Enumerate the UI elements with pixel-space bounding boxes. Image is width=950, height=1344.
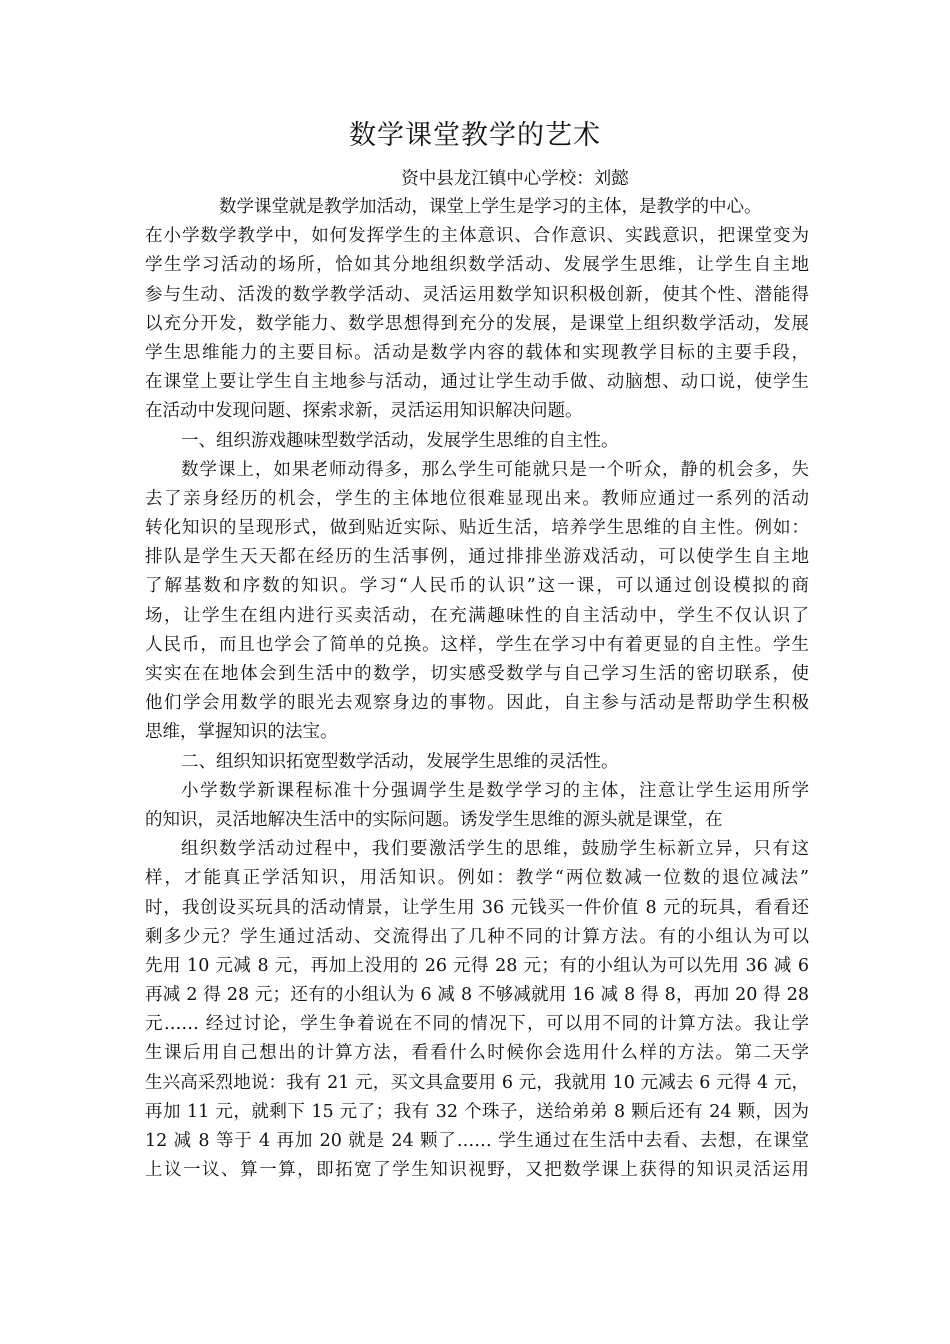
- text-line: 学生学习活动的场所，恰如其分地组织数学活动、发展学生思维，让学生自主地: [145, 255, 809, 276]
- text-line: 了解基数和序数的知识。学习“人民币的认识”这一课，可以通过创设模拟的商: [145, 576, 809, 597]
- text-line: 样，才能真正学活知识，用活知识。例如：教学“两位数减一位数的退位减法”: [145, 868, 809, 889]
- text-line: 以充分开发，数学能力、数学思想得到充分的发展，是课堂上组织数学活动，发展: [145, 313, 809, 334]
- text-line: 剩多少元？学生通过活动、交流得出了几种不同的计算方法。有的小组认为可以: [145, 926, 809, 947]
- text-line: 在课堂上要让学生自主地参与活动，通过让学生动手做、动脑想、动口说，使学生: [145, 372, 809, 393]
- text-line: 生兴高采烈地说：我有 21 元，买文具盒要用 6 元，我就用 10 元减去 6 元得 4 元，: [145, 1072, 809, 1093]
- text-line: 组织数学活动过程中，我们要激活学生的思维，鼓励学生标新立异，只有这: [181, 839, 809, 860]
- text-line: 人民币，而且也学会了简单的兑换。这样，学生在学习中有着更显的自主性。学生: [145, 634, 809, 655]
- text-line: 二、组织知识拓宽型数学活动，发展学生思维的灵活性。: [181, 751, 619, 772]
- text-line: 参与生动、活泼的数学教学活动、灵活运用数学知识积极创新，使其个性、潜能得: [145, 284, 809, 305]
- text-line: 再加 11 元，就剩下 15 元了；我有 32 个珠子，送给弟弟 8 颗后还有 24 颗，因为: [145, 1101, 809, 1122]
- text-line: 元…… 经过讨论，学生争着说在不同的情况下，可以用不同的计算方法。我让学: [145, 1014, 809, 1035]
- text-line: 思维，掌握知识的法宝。: [145, 722, 338, 743]
- text-line: 实实在在地体会到生活中的数学，切实感受数学与自己学习生活的密切联系，使: [145, 664, 809, 684]
- text-line: 上议一议、算一算，即拓宽了学生知识视野，又把数学课上获得的知识灵活运用: [145, 1160, 809, 1181]
- text-line: 再减 2 得 28 元；还有的小组认为 6 减 8 不够减就用 16 减 8 得 8，再加 20 得 28: [145, 985, 809, 1006]
- document-title: 数学课堂教学的艺术: [349, 120, 601, 151]
- text-line: 转化知识的呈现形式，做到贴近实际、贴近生活，培养学生思维的自主性。例如：: [145, 518, 809, 539]
- text-line: 去了亲身经历的机会，学生的主体地位很难显现出来。教师应通过一系列的活动: [145, 488, 809, 509]
- text-line: 时，我创设买玩具的活动情景，让学生用 36 元钱买一件价值 8 元的玩具，看看还: [145, 897, 809, 918]
- text-line: 一、组织游戏趣味型数学活动，发展学生思维的自主性。: [181, 430, 619, 451]
- text-line: 在活动中发现问题、探索求新，灵活运用知识解决问题。: [145, 401, 583, 422]
- text-line: 小学数学新课程标准十分强调学生是数学学习的主体，注意让学生运用所学: [181, 780, 809, 801]
- text-line: 的知识，灵活地解决生活中的实际问题。诱发学生思维的源头就是课堂，在: [145, 809, 723, 830]
- document-body: [145, 193, 809, 1185]
- text-line: 先用 10 元减 8 元，再加上没用的 26 元得 28 元；有的小组认为可以先用 36 减 6: [145, 955, 809, 976]
- text-line: 学生思维能力的主要目标。活动是数学内容的载体和实现教学目标的主要手段，: [145, 342, 809, 363]
- text-line: 生课后用自己想出的计算方法，看看什么时候你会选用什么样的方法。第二天学: [145, 1043, 809, 1064]
- document-author: 资中县龙江镇中心学校：刘懿: [401, 169, 629, 189]
- text-line: 数学课堂就是教学加活动，课堂上学生是学习的主体，是教学的中心。: [219, 197, 762, 217]
- text-line: 12 减 8 等于 4 再加 20 就是 24 颗了…… 学生通过在生活中去看、去想，在课堂: [145, 1131, 809, 1151]
- text-line: 排队是学生天天都在经历的生活事例，通过排排坐游戏活动，可以使学生自主地: [145, 547, 809, 568]
- text-line: 在小学数学教学中，如何发挥学生的主体意识、合作意识、实践意识，把课堂变为: [145, 226, 809, 247]
- text-line: 他们学会用数学的眼光去观察身边的事物。因此，自主参与活动是帮助学生积极: [145, 693, 809, 714]
- text-line: 数学课上，如果老师动得多，那么学生可能就只是一个听众，静的机会多，失: [181, 459, 809, 480]
- text-line: 场，让学生在组内进行买卖活动，在充满趣味性的自主活动中，学生不仅认识了: [145, 605, 809, 626]
